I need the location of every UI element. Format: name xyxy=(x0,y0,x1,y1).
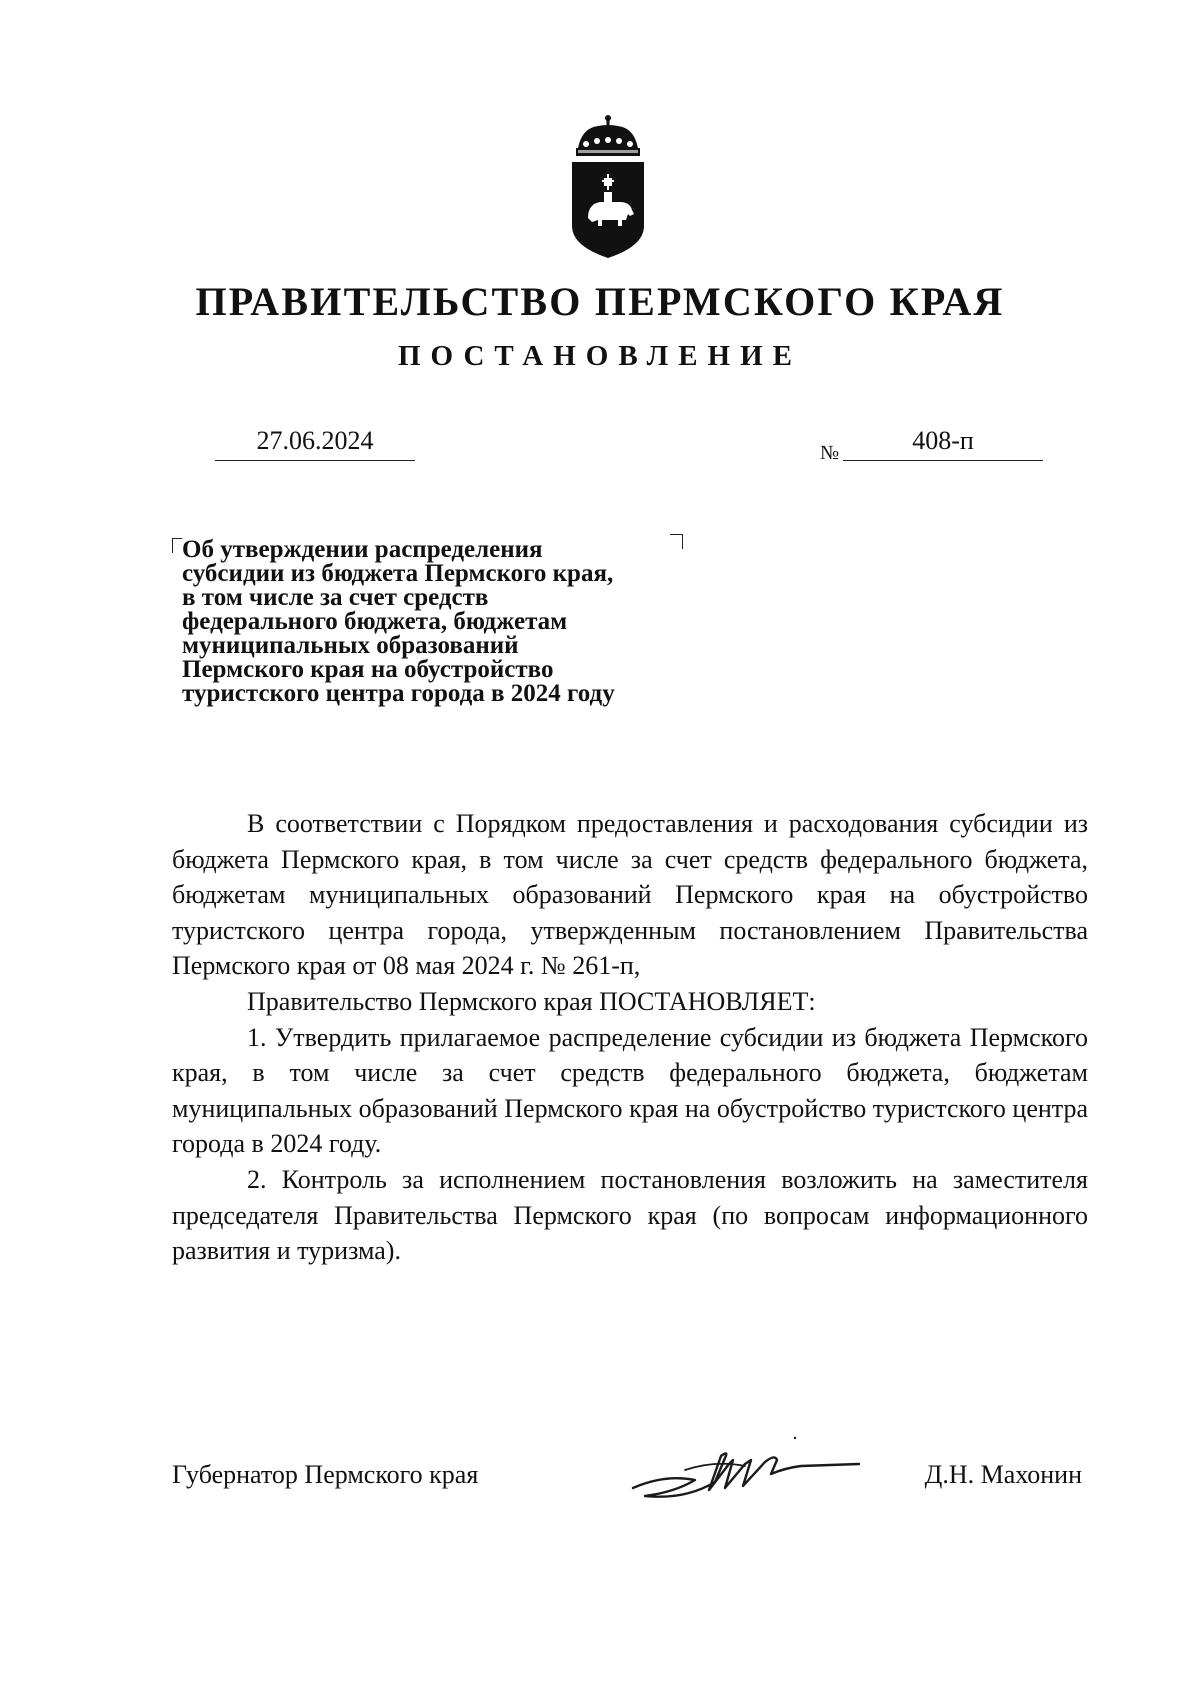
document-date: 27.06.2024 xyxy=(215,426,415,461)
document-body xyxy=(172,806,1088,1269)
subject-line: федерального бюджета, бюджетам xyxy=(182,608,568,635)
subject-corner-left xyxy=(172,538,182,553)
document-subject xyxy=(182,538,702,706)
signatory-name: Д.Н. Махонин xyxy=(924,1460,1082,1489)
number-sign: № xyxy=(820,442,840,464)
handwritten-signature-icon xyxy=(625,1430,865,1510)
subject-line: Пермского края на обустройство xyxy=(182,656,554,683)
signatory-position: Губернатор Пермского края xyxy=(172,1460,479,1489)
body-paragraph-resolves: Правительство Пермского края ПОСТАНОВЛЯЕТ: xyxy=(247,986,816,1016)
subject-line: муниципальных образований xyxy=(182,632,519,659)
subject-line: субсидии из бюджета Пермского края, xyxy=(182,560,614,587)
body-paragraph-preamble: В соответствии с Порядком предоставления и расходования субсидии из бюджета Пермского края, в том числе за счет средств федерального бюджета, бюджетам муниципальных образований Пермского края на обустройство туристского центра города, утвержденным постановлением Правительства Пермского края от 08 мая 2024 г. № 261-п, xyxy=(172,809,1088,981)
government-title: ПРАВИТЕЛЬСТВО ПЕРМСКОГО КРАЯ xyxy=(195,279,1005,324)
subject-line: в том числе за счет средств xyxy=(182,584,489,611)
signature-block xyxy=(172,1460,1088,1510)
body-paragraph-item-1: 1. Утвердить прилагаемое распределение субсидии из бюджета Пермского края, в том числе за счет средств федерального бюджета, бюджетам муниципальных образований Пермского края на обустройство туристского центра города в 2024 году. xyxy=(172,1022,1088,1159)
document-number: 408-п xyxy=(843,426,1043,461)
subject-line: Об утверждении распределения xyxy=(182,536,543,563)
subject-line: туристского центра города в 2024 году xyxy=(182,680,615,707)
document-type: ПОСТАНОВЛЕНИЕ xyxy=(397,340,802,372)
body-paragraph-item-2: 2. Контроль за исполнением постановления возложить на заместителя председателя Правительства Пермского края (по вопросам информационного развития и туризма). xyxy=(172,1164,1088,1266)
coat-of-arms-icon xyxy=(564,114,652,264)
